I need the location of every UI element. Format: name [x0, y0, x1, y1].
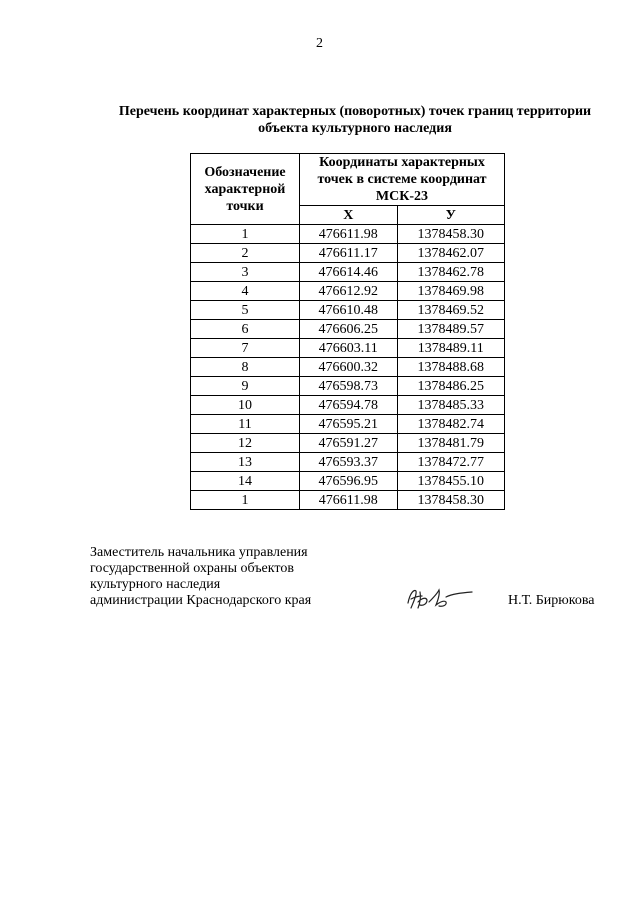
cell-x: 476596.95	[300, 472, 398, 491]
cell-y: 1378489.11	[397, 339, 504, 358]
cell-x: 476611.17	[300, 244, 398, 263]
document-title-line: объекта культурного наследия	[258, 121, 452, 136]
cell-y: 1378455.10	[397, 472, 504, 491]
cell-y: 1378469.98	[397, 282, 504, 301]
cell-point: 12	[191, 434, 300, 453]
header-y: У	[397, 206, 504, 225]
cell-point: 10	[191, 396, 300, 415]
table-row	[191, 320, 505, 339]
cell-point: 7	[191, 339, 300, 358]
document-title-line: Перечень координат характерных (поворотных) точек границ территории	[118, 104, 592, 119]
cell-y: 1378458.30	[397, 225, 504, 244]
cell-y: 1378472.77	[397, 453, 504, 472]
cell-point: 8	[191, 358, 300, 377]
table-row	[191, 225, 505, 244]
table-row	[191, 244, 505, 263]
cell-x: 476591.27	[300, 434, 398, 453]
signer-title-line: администрации Краснодарского края	[90, 593, 312, 608]
cell-x: 476594.78	[300, 396, 398, 415]
header-x: Х	[300, 206, 398, 225]
cell-x: 476598.73	[300, 377, 398, 396]
cell-point: 14	[191, 472, 300, 491]
page-number: 2	[316, 36, 323, 51]
cell-point: 6	[191, 320, 300, 339]
table-row	[191, 339, 505, 358]
cell-point: 2	[191, 244, 300, 263]
signature-block	[90, 545, 620, 609]
cell-x: 476600.32	[300, 358, 398, 377]
table-row	[191, 472, 505, 491]
handwritten-signature	[402, 581, 477, 615]
cell-y: 1378469.52	[397, 301, 504, 320]
cell-point: 3	[191, 263, 300, 282]
cell-y: 1378489.57	[397, 320, 504, 339]
cell-point: 11	[191, 415, 300, 434]
cell-x: 476610.48	[300, 301, 398, 320]
cell-x: 476603.11	[300, 339, 398, 358]
cell-x: 476606.25	[300, 320, 398, 339]
cell-point: 1	[191, 225, 300, 244]
table-row	[191, 358, 505, 377]
cell-y: 1378481.79	[397, 434, 504, 453]
document-title	[90, 103, 620, 137]
table-body	[191, 225, 505, 510]
cell-point: 5	[191, 301, 300, 320]
cell-x: 476611.98	[300, 225, 398, 244]
cell-y: 1378488.68	[397, 358, 504, 377]
table-row	[191, 377, 505, 396]
signer-title-line: Заместитель начальника управления	[90, 545, 308, 560]
table-header	[191, 154, 505, 225]
cell-y: 1378485.33	[397, 396, 504, 415]
table-row	[191, 491, 505, 510]
table-row	[191, 453, 505, 472]
cell-y: 1378482.74	[397, 415, 504, 434]
cell-x: 476593.37	[300, 453, 398, 472]
cell-point: 9	[191, 377, 300, 396]
cell-point: 13	[191, 453, 300, 472]
table-row	[191, 282, 505, 301]
header-coordinates: Координаты характерных точек в системе координат МСК-23	[300, 154, 505, 206]
table-header-row	[191, 154, 505, 206]
cell-y: 1378462.07	[397, 244, 504, 263]
header-point: Обозначение характерной точки	[191, 154, 300, 225]
table-row	[191, 415, 505, 434]
cell-x: 476614.46	[300, 263, 398, 282]
cell-point: 4	[191, 282, 300, 301]
cell-x: 476612.92	[300, 282, 398, 301]
cell-x: 476595.21	[300, 415, 398, 434]
signer-name: Н.Т. Бирюкова	[508, 593, 595, 608]
coordinates-table	[190, 153, 505, 510]
cell-y: 1378458.30	[397, 491, 504, 510]
cell-x: 476611.98	[300, 491, 398, 510]
table-row	[191, 301, 505, 320]
table-row	[191, 263, 505, 282]
signer-title-line: государственной охраны объектов	[90, 561, 294, 576]
cell-y: 1378462.78	[397, 263, 504, 282]
cell-y: 1378486.25	[397, 377, 504, 396]
table-row	[191, 434, 505, 453]
table-row	[191, 396, 505, 415]
cell-point: 1	[191, 491, 300, 510]
signer-title-line: культурного наследия	[90, 577, 221, 592]
